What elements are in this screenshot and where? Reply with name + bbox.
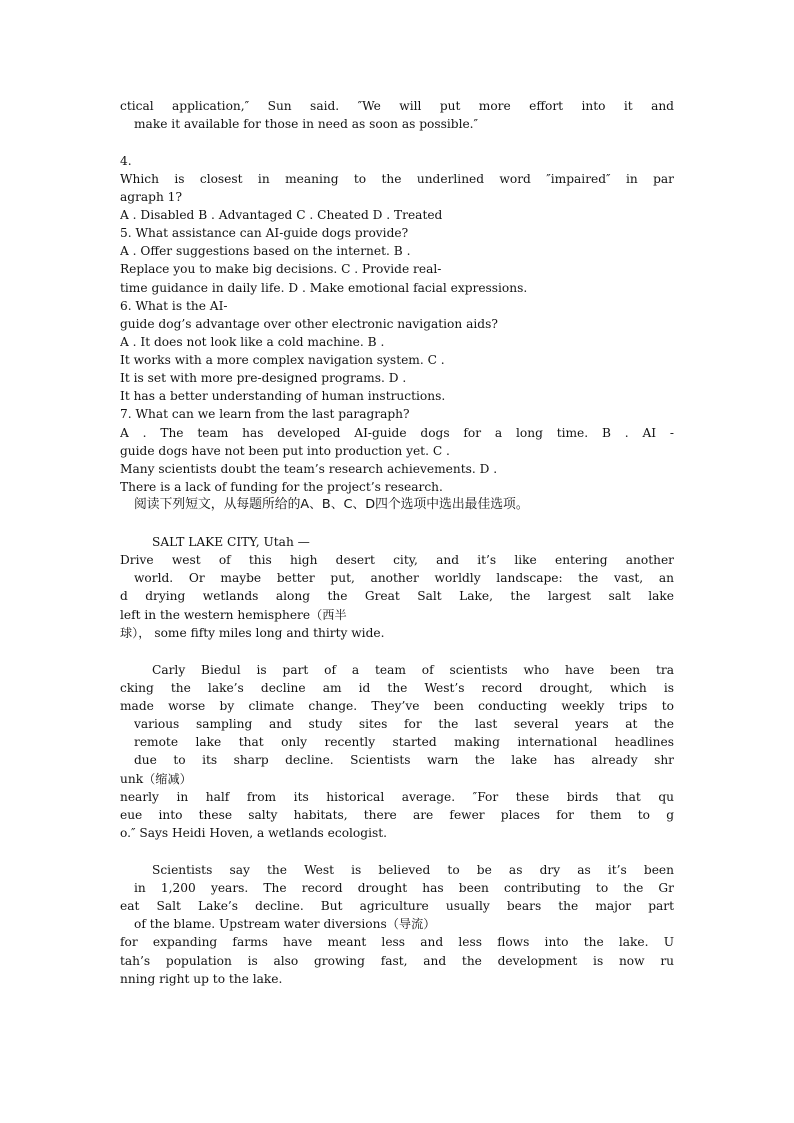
text-line: Drive west of this high desert city, and it’s like entering another — [120, 553, 674, 567]
text-line: guide dog’s advantage over other electronic navigation aids? — [120, 317, 498, 331]
text-line: A . It does not look like a cold machine. B . — [120, 335, 385, 349]
text-line: various sampling and study sites for the last several years at the — [134, 717, 674, 731]
text-line: 7. What can we learn from the last paragraph? — [120, 407, 410, 421]
text-line: nning right up to the lake. — [120, 972, 283, 986]
text-line: time guidance in daily life. D . Make emotional facial expressions. — [120, 281, 528, 295]
text-line: SALT LAKE CITY, Utah — — [152, 535, 310, 549]
text-line: It has a better understanding of human instructions. — [120, 389, 446, 403]
text-line: 4. — [120, 154, 132, 168]
text-line: There is a lack of funding for the project’s research. — [120, 480, 443, 494]
text-line: make it available for those in need as soon as possible.″ — [134, 117, 479, 131]
text-line: ctical application,″ Sun said. ″We will put more effort into it and — [120, 99, 674, 113]
text-line: agraph 1? — [120, 190, 182, 204]
text-line: guide dogs have not been put into production yet. C . — [120, 444, 450, 458]
text-line: eue into these salty habitats, there are fewer places for them to g — [120, 808, 674, 822]
text-line: left in the western hemisphere（西半 — [120, 608, 347, 622]
text-line: It works with a more complex navigation system. C . — [120, 353, 445, 367]
text-line: tah’s population is also growing fast, and the development is now ru — [120, 954, 674, 968]
text-line: Scientists say the West is believed to be as dry as it’s been — [152, 863, 674, 877]
text-line: d drying wetlands along the Great Salt Lake, the largest salt lake — [120, 589, 674, 603]
text-line: in 1,200 years. The record drought has been contributing to the Gr — [134, 881, 674, 895]
text-line: of the blame. Upstream water diversions（导流） — [134, 917, 436, 931]
text-line: remote lake that only recently started making international headlines — [134, 735, 674, 749]
text-line: Carly Biedul is part of a team of scientists who have been tra — [152, 663, 674, 677]
text-line: made worse by climate change. They’ve been conducting weekly trips to — [120, 699, 674, 713]
text-line: Replace you to make big decisions. C . Provide real- — [120, 262, 442, 276]
text-line: for expanding farms have meant less and less flows into the lake. U — [120, 935, 674, 949]
text-line: 6. What is the AI- — [120, 299, 228, 313]
text-line: nearly in half from its historical average. ″For these birds that qu — [120, 790, 674, 804]
text-line: due to its sharp decline. Scientists warn the lake has already shr — [134, 753, 674, 767]
text-line: world. Or maybe better put, another worldly landscape: the vast, an — [134, 571, 674, 585]
text-line: Many scientists doubt the team’s research achievements. D . — [120, 462, 498, 476]
text-line: unk（缩减） — [120, 772, 192, 786]
text-line: A . Disabled B . Advantaged C . Cheated D . Treated — [120, 208, 443, 222]
text-line: 阅读下列短文，从每题所给的A、B、C、D四个选项中选出最佳选项。 — [134, 497, 529, 512]
text-line: o.″ Says Heidi Hoven, a wetlands ecologist. — [120, 826, 387, 840]
text-line: A . Offer suggestions based on the internet. B . — [120, 244, 411, 258]
text-line: eat Salt Lake’s decline. But agriculture usually bears the major part — [120, 899, 674, 913]
text-line: 5. What assistance can AI-guide dogs provide? — [120, 226, 409, 240]
text-line: Which is closest in meaning to the underlined word ″impaired″ in par — [120, 172, 674, 186]
text-line: 球）， some fifty miles long and thirty wide. — [120, 626, 385, 640]
text-line: It is set with more pre-designed programs. D . — [120, 371, 407, 385]
text-line: A . The team has developed AI-guide dogs for a long time. B . AI - — [120, 426, 674, 440]
text-line: cking the lake’s decline am id the West’s record drought, which is — [120, 681, 674, 695]
